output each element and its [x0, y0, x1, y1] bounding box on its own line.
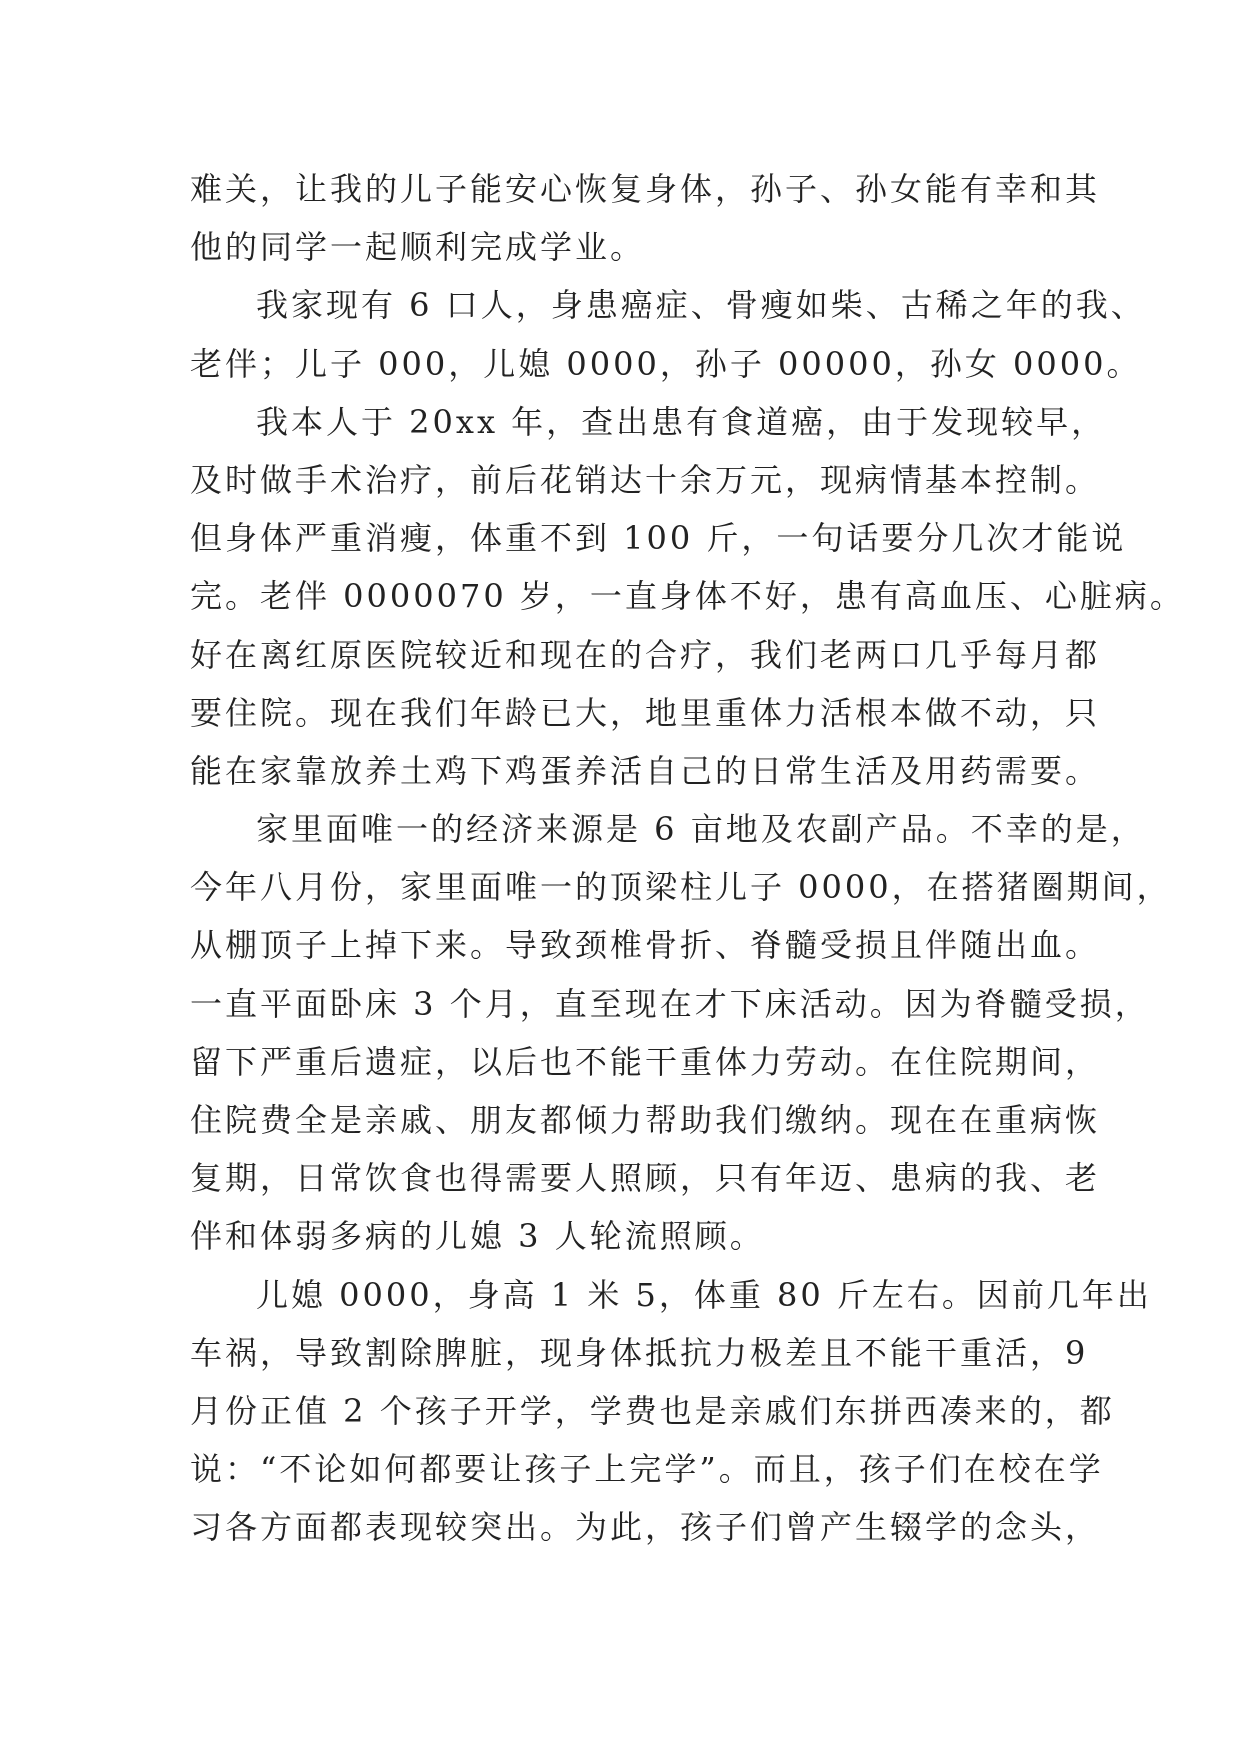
- text-line: 老伴；儿子 000，儿媳 0000，孙子 00000，孙女 0000。: [190, 344, 1142, 383]
- text-line: 习各方面都表现较突出。为此，孩子们曾产生辍学的念头，: [190, 1508, 1101, 1547]
- text-line: 今年八月份，家里面唯一的顶梁柱儿子 0000，在搭猪圈期间，: [190, 868, 1172, 907]
- text-line: 要住院。现在我们年龄已大，地里重体力活根本做不动，只: [190, 693, 1101, 732]
- text-line: 复期，日常饮食也得需要人照顾，只有年迈、患病的我、老: [190, 1159, 1101, 1198]
- paragraph-first-line: 我本人于 20xx 年，查出患有食道癌，由于发现较早，: [256, 402, 1107, 441]
- text-line: 月份正值 2 个孩子开学，学费也是亲戚们东拼西凑来的，都: [190, 1391, 1115, 1430]
- document-body: [190, 160, 1185, 1557]
- text-line: 难关，让我的儿子能安心恢复身体，孙子、孙女能有幸和其: [190, 170, 1101, 208]
- text-line: 一直平面卧床 3 个月，直至现在才下床活动。因为脊髓受损，: [190, 984, 1150, 1023]
- paragraph-first-line: 我家现有 6 口人，身患癌症、骨瘦如柴、古稀之年的我、: [256, 286, 1146, 325]
- text-line: 他的同学一起顺利完成学业。: [190, 228, 646, 267]
- text-line: 说：“不论如何都要让孩子上完学”。而且，孩子们在校在学: [190, 1450, 1104, 1489]
- text-line: 留下严重后遗症，以后也不能干重体力劳动。在住院期间，: [190, 1042, 1101, 1081]
- text-line: 车祸，导致割除脾脏，现身体抵抗力极差且不能干重活，9: [190, 1333, 1089, 1372]
- text-line: 好在离红原医院较近和现在的合疗，我们老两口几乎每月都: [190, 635, 1101, 674]
- text-line: 能在家靠放养土鸡下鸡蛋养活自己的日常生活及用药需要。: [190, 751, 1101, 790]
- text-line: 住院费全是亲戚、朋友都倾力帮助我们缴纳。现在在重病恢: [190, 1101, 1101, 1139]
- text-line: 伴和体弱多病的儿媳 3 人轮流照顾。: [190, 1217, 765, 1256]
- text-line: 从棚顶子上掉下来。导致颈椎骨折、脊髓受损且伴随出血。: [190, 926, 1101, 965]
- text-line: 但身体严重消瘦，体重不到 100 斤，一句话要分几次才能说: [190, 519, 1127, 558]
- paragraph-first-line: 家里面唯一的经济来源是 6 亩地及农副产品。不幸的是，: [256, 810, 1146, 849]
- text-line: 完。老伴 0000070 岁，一直身体不好，患有高血压、心脏病。: [190, 577, 1185, 616]
- text-line: 及时做手术治疗，前后花销达十余万元，现病情基本控制。: [190, 460, 1101, 499]
- paragraph-first-line: 儿媳 0000，身高 1 米 5，体重 80 斤左右。因前几年出: [256, 1275, 1152, 1314]
